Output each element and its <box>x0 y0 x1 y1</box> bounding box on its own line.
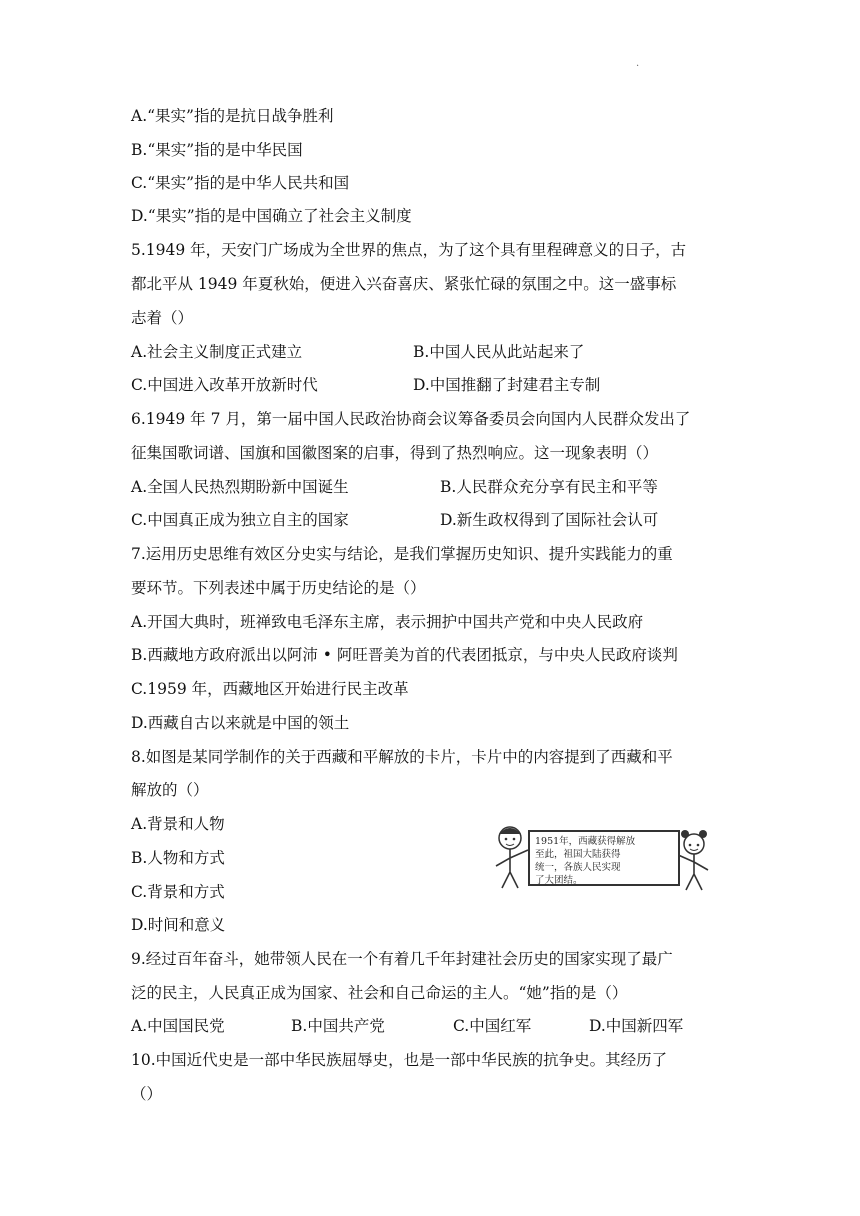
q4-option-d: D.“果实”指的是中国确立了社会主义制度 <box>131 207 412 225</box>
q7-option-b: B.西藏地方政府派出以阿沛 • 阿旺晋美为首的代表团抵京，与中央人民政府谈判 <box>131 646 678 664</box>
q10-stem-line-1: 10.中国近代史是一部中华民族屈辱史，也是一部中华民族的抗争史。其经历了 <box>131 1051 668 1069</box>
q7-stem-line-2: 要环节。下列表述中属于历史结论的是（） <box>131 579 426 597</box>
tibet-card-figure <box>488 824 716 892</box>
q9-option-d: D.中国新四军 <box>589 1017 684 1035</box>
q7-stem-line-1: 7.运用历史思维有效区分史实与结论，是我们掌握历史知识、提升实践能力的重 <box>131 545 673 563</box>
card-text-line: 统一，各族人民实现 <box>535 862 621 873</box>
q5-option-d: D.中国推翻了封建君主专制 <box>413 376 601 394</box>
q9-option-b: B.中国共产党 <box>291 1017 385 1035</box>
q9-stem-line-2: 泛的民主，人民真正成为国家、社会和自己命运的主人。“她”指的是（） <box>131 984 628 1002</box>
q8-option-d: D.时间和意义 <box>131 916 226 934</box>
q6-option-a: A.全国人民热烈期盼新中国诞生 <box>131 478 349 496</box>
q5-option-c: C.中国进入改革开放新时代 <box>131 376 318 394</box>
q5-option-b: B.中国人民从此站起来了 <box>413 343 585 361</box>
q8-option-a: A.背景和人物 <box>131 815 225 833</box>
q10-stem-line-2: （） <box>131 1085 163 1103</box>
q5-option-a: A.社会主义制度正式建立 <box>131 343 303 361</box>
card-text-box <box>528 830 680 886</box>
q5-stem-line-1: 5.1949 年，天安门广场成为全世界的焦点，为了这个具有里程碑意义的日子，古 <box>131 241 687 259</box>
card-text-line: 了大团结。 <box>535 875 583 886</box>
card-text-line: 至此，祖国大陆获得 <box>535 849 621 860</box>
q7-option-d: D.西藏自古以来就是中国的领土 <box>131 714 350 732</box>
q8-option-c: C.背景和方式 <box>131 883 225 901</box>
q6-option-b: B.人民群众充分享有民主和平等 <box>440 478 658 496</box>
q5-stem-line-2: 都北平从 1949 年夏秋始，便进入兴奋喜庆、紧张忙碌的氛围之中。这一盛事标 <box>131 275 677 293</box>
q9-stem-line-1: 9.经过百年奋斗，她带领人民在一个有着几千年封建社会历史的国家实现了最广 <box>131 950 673 968</box>
q8-option-b: B.人物和方式 <box>131 849 225 867</box>
q9-option-a: A.中国国民党 <box>131 1017 225 1035</box>
q7-option-c: C.1959 年，西藏地区开始进行民主改革 <box>131 680 409 698</box>
q7-option-a: A.开国大典时，班禅致电毛泽东主席，表示拥护中国共产党和中央人民政府 <box>131 613 644 631</box>
q8-stem-line-2: 解放的（） <box>131 781 209 799</box>
q6-stem-line-2: 征集国歌词谱、国旗和国徽图案的启事，得到了热烈响应。这一现象表明（） <box>131 444 659 462</box>
q9-option-c: C.中国红军 <box>453 1017 532 1035</box>
q5-stem-line-3: 志着（） <box>131 309 194 327</box>
q6-stem-line-1: 6.1949 年 7 月，第一届中国人民政治协商会议筹备委员会向国内人民群众发出了 <box>131 410 691 428</box>
q6-option-c: C.中国真正成为独立自主的国家 <box>131 511 349 529</box>
q6-option-d: D.新生政权得到了国际社会认可 <box>440 511 659 529</box>
q4-option-c: C.“果实”指的是中华人民共和国 <box>131 174 350 192</box>
q8-stem-line-1: 8.如图是某同学制作的关于西藏和平解放的卡片，卡片中的内容提到了西藏和平 <box>131 748 673 766</box>
q4-option-b: B.“果实”指的是中华民国 <box>131 141 303 159</box>
header-dot: . <box>636 58 640 69</box>
card-text-line: 1951年，西藏获得解放 <box>535 836 636 847</box>
q4-option-a: A.“果实”指的是抗日战争胜利 <box>131 107 334 125</box>
